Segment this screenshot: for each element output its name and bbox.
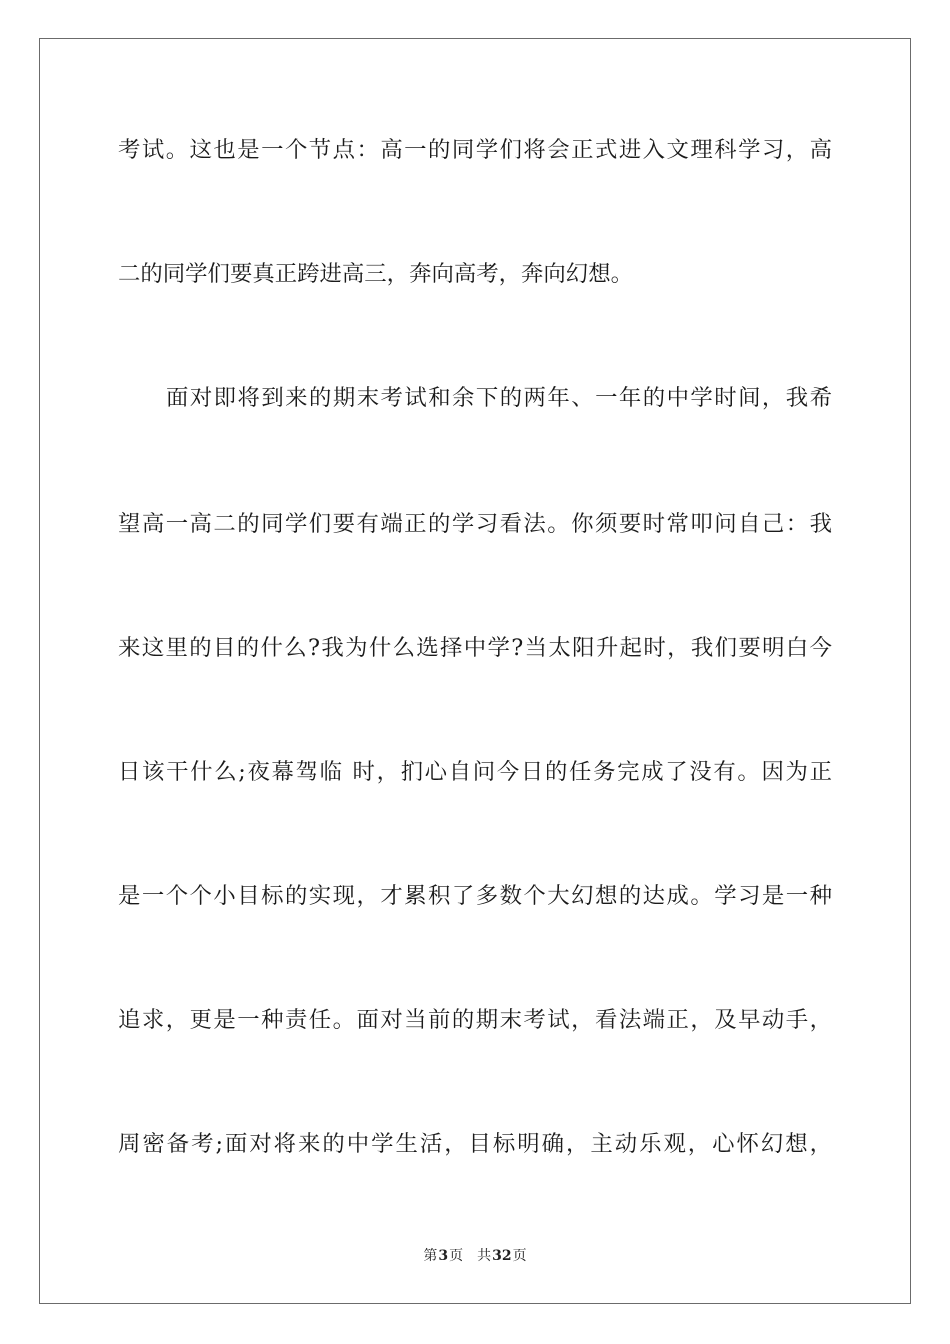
- total-prefix: 共: [477, 1248, 492, 1264]
- body-line-7: 是一个个小目标的实现，才累积了多数个大幻想的达成。学习是一种: [118, 883, 832, 909]
- page-border: [39, 38, 911, 1304]
- body-line-2: 二的同学们要真正跨进高三，奔向高考，奔向幻想。: [118, 261, 633, 287]
- page-number: 3: [438, 1248, 449, 1264]
- total-pages: 32: [492, 1248, 512, 1264]
- body-line-5: 来这里的目的什么?我为什么选择中学?当太阳升起时，我们要明白今: [118, 635, 832, 661]
- body-line-6: 日该干什么;夜幕驾临 时，扪心自问今日的任务完成了没有。因为正: [118, 759, 832, 785]
- page-footer: [0, 1246, 950, 1266]
- page-suffix: 页: [449, 1248, 464, 1264]
- body-line-9: 周密备考;面对将来的中学生活，目标明确，主动乐观，心怀幻想，: [118, 1131, 832, 1157]
- body-line-1: 考试。这也是一个节点：高一的同学们将会正式进入文理科学习，高: [118, 137, 832, 163]
- body-line-8: 追求，更是一种责任。面对当前的期末考试，看法端正，及早动手，: [118, 1007, 832, 1033]
- page-prefix: 第: [423, 1248, 438, 1264]
- paragraph-2-line-1: 面对即将到来的期末考试和余下的两年、一年的中学时间，我希: [166, 385, 832, 411]
- total-suffix: 页: [512, 1248, 527, 1264]
- body-line-4: 望高一高二的同学们要有端正的学习看法。你须要时常叩问自己：我: [118, 511, 832, 537]
